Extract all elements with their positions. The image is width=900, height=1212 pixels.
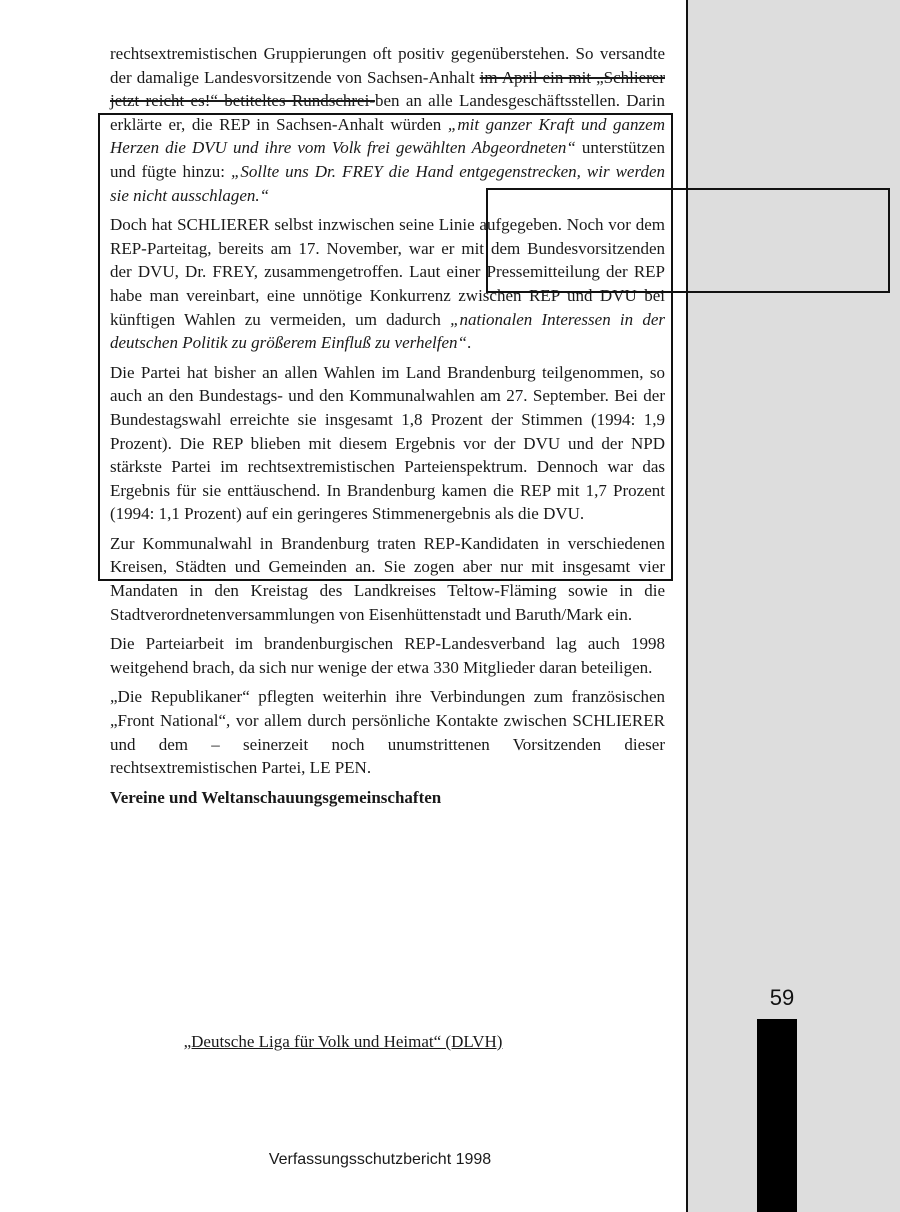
paragraph-6: „Die Republikaner“ pflegten weiterhin ihre Verbindungen zum französischen „Front National“, vor allem durch persönliche Kontakte zwischen SCHLIERER und dem – seinerzeit noch unumstrittenen Vorsitzenden dieser rechtsextremistischen Partei, LE PEN. xyxy=(110,687,665,778)
quote-mit-ganzer-kraft: „mit ganzer Kraft und ganzem Herzen die DVU und ihre vom Volk frei gewählten Abgeordneten“ xyxy=(110,114,665,158)
paragraph-2-text-b: . xyxy=(466,333,472,353)
page-number: 59 xyxy=(769,985,795,1010)
quote-sollte-uns: „Sollte uns Dr. FREY die Hand entgegenstrecken, wir werden sie nicht ausschlagen.“ xyxy=(110,161,665,205)
struck-line: im April ein mit „Schlierer jetzt reicht es!“ betiteltes Rundschrei- xyxy=(110,67,665,111)
paragraph-3: Die Partei hat bisher an allen Wahlen im Land Brandenburg teilgenommen, so auch an den Bundestags- und den Kommunalwahlen am 27. September. Bei der Bundestagswahl erreichte sie insgesamt 1,8 Prozent der Stimmen (1994: 1,9 Prozent). Die REP blieben mit diesem Ergebnis vor der DVU und der NPD stärkste Partei im rechtsextremistischen Parteienspektrum. Dennoch war das Ergebnis für sie enttäuschend. In Brandenburg kamen die REP mit 1,7 Prozent (1994: 1,1 Prozent) auf ein geringeres Stimmenergebnis als die DVU. xyxy=(110,362,665,524)
paragraph-1-text-a: rechtsextremistischen Gruppierungen oft positiv gegenüberstehen. So versandte der damalige Landesvorsitzende von Sachsen-Anhalt xyxy=(110,44,665,87)
annotation-box-small xyxy=(486,188,890,293)
paragraph-1-text-c: unterstützen und fügte hinzu: xyxy=(110,138,665,181)
paragraph-2-text-a: Doch hat SCHLIERER selbst inzwischen seine Linie aufgegeben. Noch vor dem REP-Parteitag, bereits am 17. November, war er mit dem Bundesvorsitzenden der DVU, Dr. FREY, zusammengetroffen. Laut einer Pressemitteilung der REP habe man vereinbart, eine unnötige Konkurrenz zwischen REP und DVU bei künftigen Wahlen zu vermeiden, um dadurch xyxy=(110,215,665,329)
quote-nationale-interessen: „nationalen Interessen in der deutschen Politik zu größerem Einfluß zu verhelfen“ xyxy=(110,309,665,353)
chapter-marker-bar xyxy=(757,1019,797,1212)
page-footer: Verfassungsschutzbericht 1998 xyxy=(268,1151,492,1168)
annotation-box-large xyxy=(98,113,673,581)
subsection-heading: „Deutsche Liga für Volk und Heimat“ (DLVH) xyxy=(183,1032,503,1051)
paragraph-4: Zur Kommunalwahl in Brandenburg traten REP-Kandidaten in verschiedenen Kreisen, Städten und Gemeinden an. Sie zogen aber nur mit insgesamt vier Mandaten in den Kreistag des Landkreises Teltow-Fläming sowie in die Stadtverordnetenversammlungen von Eisenhüttenstadt und Baruth/Mark ein. xyxy=(110,533,665,624)
paragraph-1-text-b: ben an alle Landesgeschäftsstellen. Darin erklärte er, die REP in Sachsen-Anhalt würden xyxy=(110,91,665,134)
section-heading: Vereine und Weltanschauungsgemeinschaften xyxy=(110,787,442,807)
paragraph-5: Die Parteiarbeit im brandenburgischen REP-Landesverband lag auch 1998 weitgehend brach, da sich nur wenige der etwa 330 Mitglieder daran beteiligen. xyxy=(110,634,665,677)
